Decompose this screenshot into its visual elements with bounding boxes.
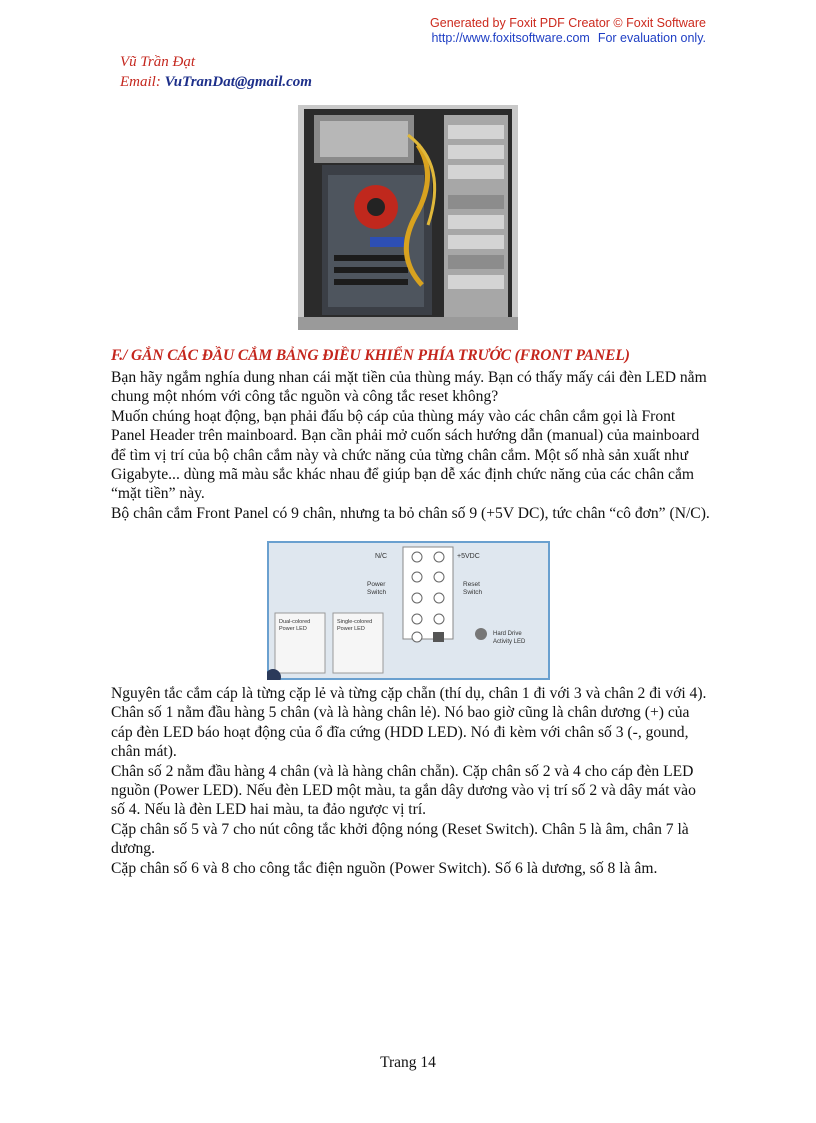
paragraph: Chân số 2 nằm đầu hàng 4 chân (và là hàng chân chẵn). Cặp chân số 2 và 4 cho cáp đèn LED nguồn (Power LED). Nếu đèn LED một màu, ta gắn dây dương vào vị trí số 2 và dây mát vào số 4. Nếu là đèn LED hai màu, ta đảo ngược vị trí.	[111, 762, 696, 819]
label-5vdc: +5VDC	[457, 553, 480, 560]
front-panel-header-diagram	[267, 541, 550, 680]
page-number: Trang 14	[380, 1054, 436, 1071]
paragraph: Cặp chân số 6 và 8 cho công tắc điện nguồn (Power Switch). Số 6 là dương, số 8 là âm.	[111, 859, 658, 877]
watermark-line2	[430, 31, 706, 46]
foxit-url-link[interactable]: http://www.foxitsoftware.com	[431, 31, 590, 45]
section-heading: F./ GẮN CÁC ĐẦU CẮM BẢNG ĐIỀU KHIỂN PHÍA TRƯỚC (FRONT PANEL)	[111, 347, 630, 364]
label-single-led-2: Power LED	[337, 626, 365, 632]
label-single-led-1: Single-colored	[337, 619, 373, 625]
label-hdd-1: Hard Drive	[493, 631, 522, 637]
label-power-switch-2: Switch	[367, 589, 387, 596]
label-hdd-2: Activity LED	[493, 639, 526, 645]
label-reset-switch-1: Reset	[463, 581, 480, 588]
label-dual-led-1: Dual-colored	[279, 619, 311, 625]
paragraph: Muốn chúng hoạt động, bạn phải đấu bộ cáp của thùng máy vào các chân cắm gọi là Front Panel Header trên mainboard. Bạn cần phải mở cuốn sách hướng dẫn (manual) của mainboard để tìm vị trí của bộ chân cắm này và chức năng của từng chân cắm. Một số nhà sản xuất như Gigabyte... dùng mã màu sắc khác nhau để giúp bạn dễ xác định chức năng của các chân cắm “mặt tiền” này.	[111, 407, 700, 503]
paragraph: Bạn hãy ngắm nghía dung nhan cái mặt tiền của thùng máy. Bạn có thấy mấy cái đèn LED nằm chung một nhóm với công tắc nguồn và công tắc reset không?	[111, 369, 707, 406]
label-power-switch-1: Power	[367, 581, 386, 588]
foxit-watermark	[430, 16, 706, 46]
watermark-line1: Generated by Foxit PDF Creator © Foxit Software	[430, 16, 706, 30]
label-reset-switch-2: Switch	[463, 589, 483, 596]
text-block-bottom	[111, 684, 711, 878]
computer-case-photo	[298, 105, 518, 330]
paragraph: Nguyên tắc cắm cáp là từng cặp lẻ và từng cặp chẵn (thí dụ, chân 1 đi với 3 và chân 2 đi với 4).	[111, 685, 707, 702]
email-label: Email:	[120, 74, 165, 90]
paragraph: Bộ chân cắm Front Panel có 9 chân, nhưng ta bỏ chân số 9 (+5V DC), tức chân “cô đơn” (N/C).	[111, 504, 710, 522]
paragraph: Chân số 1 nằm đầu hàng 5 chân (và là hàng chân lẻ). Nó bao giờ cũng là chân dương (+) của cáp đèn LED báo hoạt động của ổ đĩa cứng (HDD LED). Nó đi kèm với chân số 3 (-, gound, chân mát).	[111, 704, 690, 761]
label-nc: N/C	[375, 553, 388, 560]
text-block-top	[111, 368, 711, 523]
email-value: VuTranDat@gmail.com	[164, 74, 312, 90]
author-block	[120, 52, 312, 92]
paragraph: Cặp chân số 5 và 7 cho nút công tắc khởi động nóng (Reset Switch). Chân 5 là âm, chân 7 là dương.	[111, 820, 689, 858]
author-name: Vũ Trần Đạt	[120, 54, 196, 70]
label-dual-led-2: Power LED	[279, 626, 307, 632]
evaluation-note: For evaluation only.	[597, 31, 706, 45]
author-email	[120, 72, 312, 92]
